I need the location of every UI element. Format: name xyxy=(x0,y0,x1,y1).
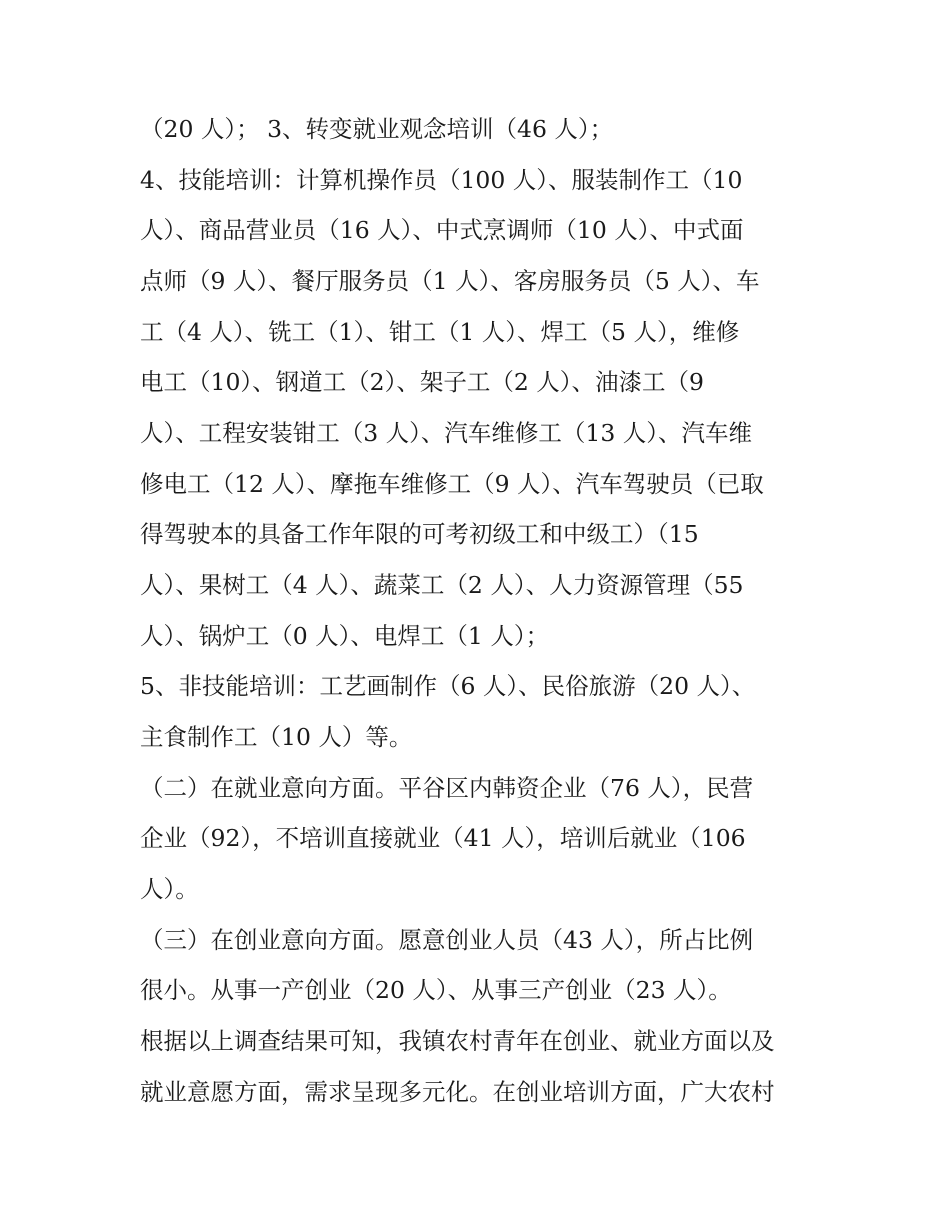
text-line-3: 人）、商品营业员（16 人）、中式烹调师（10 人）、中式面 xyxy=(140,216,744,244)
text-line-6: 电工（10）、钢道工（2）、架子工（2 人）、油漆工（9 xyxy=(140,368,704,396)
text-line-2: 4、技能培训：计算机操作员（100 人）、服装制作工（10 xyxy=(140,166,743,194)
text-line-5: 工（4 人）、铣工（1）、钳工（1 人）、焊工（5 人），维修 xyxy=(140,318,740,346)
text-line-15: 企业（92），不培训直接就业（41 人），培训后就业（106 xyxy=(140,824,746,852)
text-line-18: 很小。从事一产创业（20 人）、从事三产创业（23 人）。 xyxy=(140,976,732,1004)
text-line-20: 就业意愿方面，需求呈现多元化。在创业培训方面，广大农村 xyxy=(140,1078,775,1106)
text-line-19: 根据以上调查结果可知，我镇农村青年在创业、就业方面以及 xyxy=(140,1027,775,1055)
text-line-17: （三）在创业意向方面。愿意创业人员（43 人），所占比例 xyxy=(140,926,754,954)
text-line-12: 5、非技能培训：工艺画制作（6 人）、民俗旅游（20 人）、 xyxy=(140,672,756,700)
text-line-11: 人）、锅炉工（0 人）、电焊工（1 人）； xyxy=(140,622,550,650)
text-line-13: 主食制作工（10 人）等。 xyxy=(140,723,413,751)
text-line-7: 人）、工程安装钳工（3 人）、汽车维修工（13 人）、汽车维 xyxy=(140,419,753,447)
text-line-8: 修电工（12 人）、摩拖车维修工（9 人）、汽车驾驶员（已取 xyxy=(140,470,764,498)
text-line-14: （二）在就业意向方面。平谷区内韩资企业（76 人），民营 xyxy=(140,774,754,802)
text-line-1: （20 人）； 3、转变就业观念培训（46 人）； xyxy=(140,115,614,143)
text-line-4: 点师（9 人）、餐厅服务员（1 人）、客房服务员（5 人）、车 xyxy=(140,267,760,295)
text-line-9: 得驾驶本的具备工作年限的可考初级工和中级工）（15 xyxy=(140,520,699,548)
text-line-10: 人）、果树工（4 人）、蔬菜工（2 人）、人力资源管理（55 xyxy=(140,571,744,599)
text-line-16: 人）。 xyxy=(140,875,199,903)
